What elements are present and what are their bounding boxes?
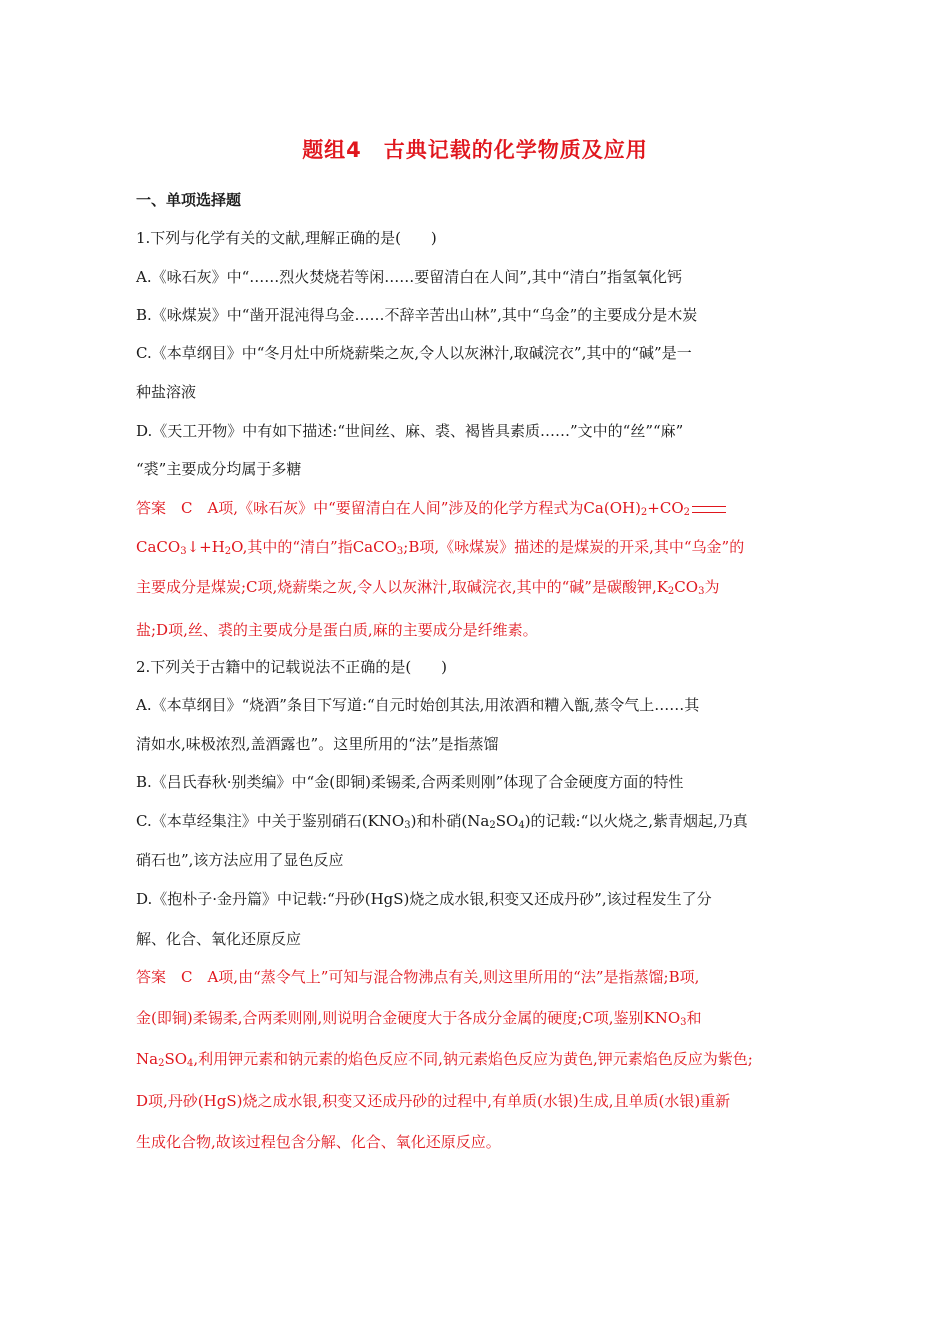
question-1-option-a: A.《咏石灰》中“……烈火焚烧若等闲……要留清白在人间”,其中“清白”指氢氧化钙 (136, 268, 683, 286)
question-2-answer-line-3: $Na_2SO_4$,利用钾元素和钠元素的焰色反应不同,钠元素焰色反应为黄色,钾元素焰色反应为紫色; (136, 1050, 753, 1069)
question-1-option-c: C.《本草纲目》中“冬月灶中所烧薪柴之灰,令人以灰淋汁,取碱浣衣”,其中的“碱”是一 (136, 344, 692, 362)
question-2-option-b: B.《吕氏春秋·别类编》中“金(即铜)柔锡柔,合两柔则刚”体现了合金硬度方面的特性 (136, 773, 684, 791)
question-1-option-d-cont: “裘”主要成分均属于多糖 (136, 460, 302, 478)
question-2-option-c-cont: 硝石也”,该方法应用了显色反应 (136, 851, 344, 869)
equation-sign (692, 506, 726, 513)
question-2-answer-line-5: 生成化合物,故该过程包含分解、化合、氧化还原反应。 (136, 1133, 501, 1151)
question-1-answer-line-1: 答案 C A项,《咏石灰》中“要留清白在人间”涉及的化学方程式为$Ca(OH)_2+CO_2$ (136, 498, 726, 518)
question-1-answer-line-4: 盐;D项,丝、裘的主要成分是蛋白质,麻的主要成分是纤维素。 (136, 621, 538, 639)
section-heading: 一、单项选择题 (136, 191, 242, 209)
question-1-answer-line-2: $CaCO_3↓+H_2O$,其中的“清白”指CaCO$_3$;B项,《咏煤炭》描述的是煤炭的开采,其中“乌金”的 (136, 538, 745, 557)
question-2-option-a-cont: 清如水,味极浓烈,盖酒露也”。这里所用的“法”是指蒸馏 (136, 735, 499, 753)
question-2-answer-line-2: 金(即铜)柔锡柔,合两柔则刚,则说明合金硬度大于各成分金属的硬度;C项,鉴别$KNO_3$和 (136, 1009, 702, 1028)
page-title: 题组4 古典记载的化学物质及应用 (302, 138, 648, 162)
question-1-stem: 1.下列与化学有关的文献,理解正确的是( ) (136, 229, 437, 247)
question-2-option-d: D.《抱朴子·金丹篇》中记载:“丹砂(HgS)烧之成水银,积变又还成丹砂”,该过程发生了分 (136, 890, 712, 908)
question-2-stem: 2.下列关于古籍中的记载说法不正确的是( ) (136, 658, 448, 676)
question-1-answer-line-3: 主要成分是煤炭;C项,烧薪柴之灰,令人以灰淋汁,取碱浣衣,其中的“碱”是碳酸钾$,K_2CO_3$为 (136, 578, 720, 597)
question-2-option-c: C.《本草经集注》中关于鉴别硝石$(KNO_3)$和朴硝$(Na_2SO_4)$的记载:“以火烧之,紫青烟起,乃真 (136, 812, 748, 831)
question-2-option-a: A.《本草纲目》“烧酒”条目下写道:“自元时始创其法,用浓酒和糟入甑,蒸令气上……其 (136, 696, 700, 714)
question-2-answer-line-1: 答案 C A项,由“蒸令气上”可知与混合物沸点有关,则这里所用的“法”是指蒸馏;B项, (136, 968, 700, 986)
question-1-option-b: B.《咏煤炭》中“凿开混沌得乌金……不辞辛苦出山林”,其中“乌金”的主要成分是木炭 (136, 306, 698, 324)
question-1-option-c-cont: 种盐溶液 (136, 383, 197, 401)
question-2-option-d-cont: 解、化合、氧化还原反应 (136, 930, 302, 948)
question-2-answer-line-4: D项,丹砂(HgS)烧之成水银,积变又还成丹砂的过程中,有单质(水银)生成,且单质(水银)重新 (136, 1092, 731, 1110)
question-1-option-d: D.《天工开物》中有如下描述:“世间丝、麻、裘、褐皆具素质……”文中的“丝”“麻” (136, 422, 684, 440)
